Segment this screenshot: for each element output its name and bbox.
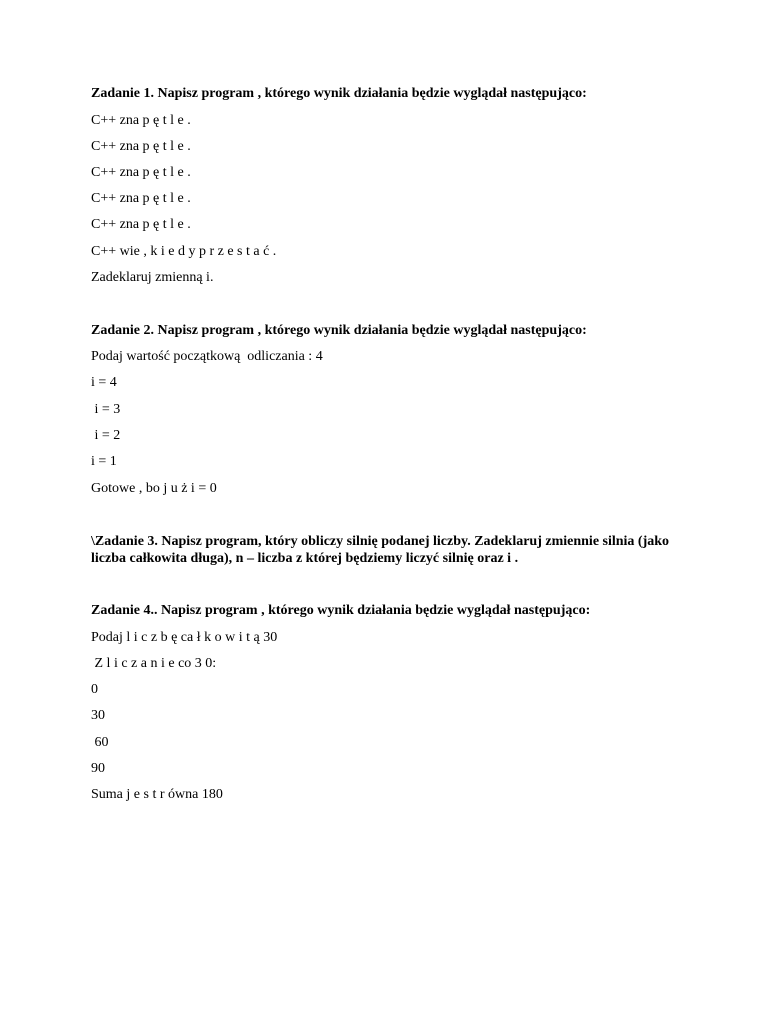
task1-line: C++ zna p ę t l e .: [91, 113, 191, 128]
task2-line: Gotowe , bo j u ż i = 0: [91, 481, 217, 496]
task2-line: i = 1: [91, 454, 117, 469]
task1-line: C++ zna p ę t l e .: [91, 165, 191, 180]
task4-line: 0: [91, 682, 98, 697]
task2-line: Podaj wartość początkową odliczania : 4: [91, 349, 323, 364]
task4-line: 60: [91, 735, 109, 750]
task4-line: Z l i c z a n i e co 3 0:: [91, 656, 217, 671]
task1-line: Zadeklaruj zmienną i.: [91, 270, 214, 285]
task1-line: C++ zna p ę t l e .: [91, 217, 191, 232]
task4-line: 90: [91, 761, 105, 776]
task1-heading: Zadanie 1. Napisz program , którego wynik działania będzie wyglądał następująco:: [91, 86, 587, 101]
task3-heading: \Zadanie 3. Napisz program, który obliczy silnię podanej liczby. Zadeklaruj zmiennie silnia (jako liczba całkowita długa), n – liczba z której będziemy liczyć silnię oraz i .: [91, 534, 670, 566]
task1-line: C++ wie , k i e d y p r z e s t a ć .: [91, 244, 277, 259]
task2-line: i = 2: [91, 428, 121, 443]
task2-line: i = 3: [91, 402, 121, 417]
task4-heading: Zadanie 4.. Napisz program , którego wynik działania będzie wyglądał następująco:: [91, 603, 591, 618]
task4-line: 30: [91, 708, 105, 723]
task1-line: C++ zna p ę t l e .: [91, 139, 191, 154]
task4-line: Podaj l i c z b ę ca ł k o w i t ą 30: [91, 630, 278, 645]
task2-line: i = 4: [91, 375, 117, 390]
task1-line: C++ zna p ę t l e .: [91, 191, 191, 206]
task4-line: Suma j e s t r ówna 180: [91, 787, 223, 802]
task2-heading: Zadanie 2. Napisz program , którego wynik działania będzie wyglądał następująco:: [91, 323, 587, 338]
